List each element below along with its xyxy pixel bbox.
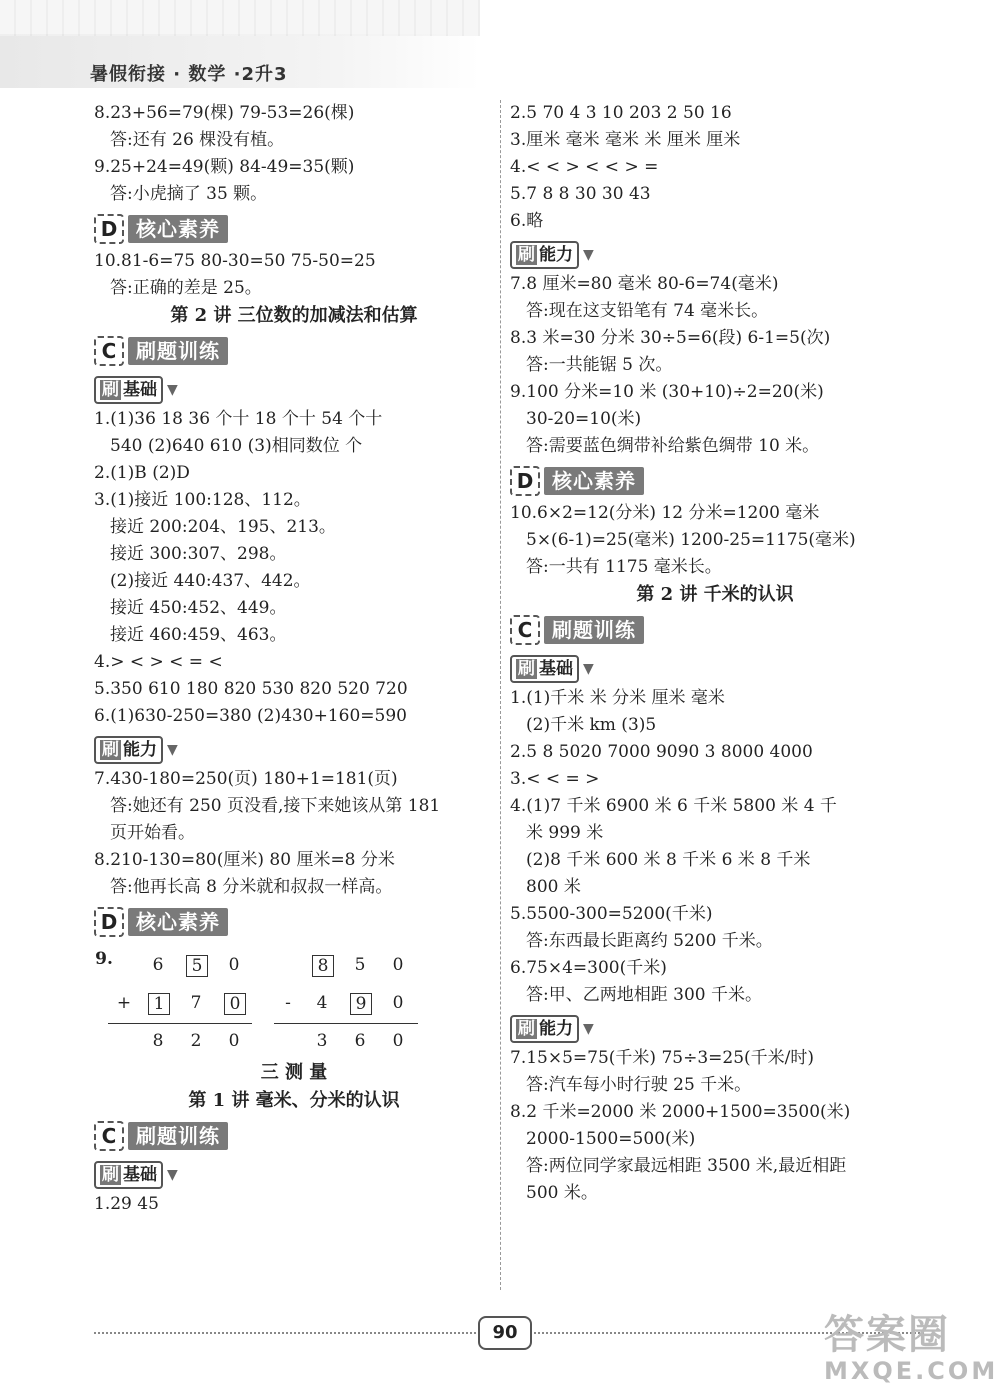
section-label: 核心素养	[544, 467, 644, 495]
answer-line: (2)千米 km (3)5	[526, 715, 657, 735]
digit-box: 5	[186, 955, 208, 977]
answer-line: 答:一共能锯 5 次。	[526, 355, 673, 375]
answer-line: 8.23+56=79(棵) 79-53=26(棵)	[94, 103, 355, 123]
section-practice	[94, 336, 228, 366]
answer-line: 9.25+24=49(颗) 84-49=35(颗)	[94, 157, 355, 177]
answer-line: 7.8 厘米=80 毫米 80-6=74(毫米)	[510, 274, 779, 294]
answer-line: 800 米	[526, 877, 581, 897]
answer-line: 9.100 分米=10 米 (30+10)÷2=20(米)	[510, 382, 824, 402]
header-title: 暑假衔接 · 数学 ·2升3	[90, 64, 288, 85]
section-label: 刷题训练	[128, 1122, 228, 1150]
digit: 5	[354, 955, 366, 975]
section-label: 核心素养	[128, 215, 228, 243]
right-column	[510, 100, 920, 1207]
subsection-label: 刷 能力	[94, 736, 163, 764]
digit: 6	[354, 1031, 366, 1051]
answer-line: 5.5500-300=5200(千米)	[510, 904, 713, 924]
answer-line: 3.< < = >	[510, 769, 600, 789]
section-practice	[510, 615, 644, 645]
lesson-title: 第 1 讲 毫米、分米的认识	[188, 1090, 400, 1111]
digit: 2	[190, 1031, 202, 1051]
subsection-ability	[510, 241, 594, 269]
plus-sign: +	[116, 993, 132, 1013]
digit-box: 1	[148, 993, 170, 1015]
subsection-label: 刷 基础	[94, 376, 163, 404]
answer-line: 接近 450:452、449。	[110, 598, 287, 618]
answer-line: 3.厘米 毫米 毫米 米 厘米 厘米	[510, 130, 741, 150]
triangle-down-icon: ▼	[167, 382, 178, 398]
triangle-down-icon: ▼	[167, 1167, 178, 1183]
header-decoration	[0, 0, 480, 36]
section-letter: D	[94, 907, 124, 937]
answer-line: 接近 300:307、298。	[110, 544, 287, 564]
section-core-literacy	[94, 907, 228, 937]
answer-line: 7.15×5=75(千米) 75÷3=25(千米/时)	[510, 1048, 815, 1068]
digit-box: 9	[350, 993, 372, 1015]
minus-sign: -	[285, 993, 291, 1013]
section-letter: D	[94, 214, 124, 244]
digit-box: 8	[312, 955, 334, 977]
answer-line: 答:甲、乙两地相距 300 千米。	[526, 985, 762, 1005]
answer-line: (2)8 千米 600 米 8 千米 6 米 8 千米	[526, 850, 811, 870]
section-practice	[94, 1121, 228, 1151]
answer-line: 2.5 70 4 3 10 203 2 50 16	[510, 103, 732, 123]
unit-title: 三 测 量	[260, 1062, 328, 1083]
subsection-ability	[94, 736, 178, 764]
answer-line: 答:现在这支铅笔有 74 毫米长。	[526, 301, 769, 321]
answer-line: 5.350 610 180 820 530 820 520 720	[94, 679, 408, 699]
difference-line	[274, 1023, 418, 1024]
digit-box: 0	[224, 993, 246, 1015]
answer-line: 页开始看。	[110, 823, 195, 843]
subsection-ability	[510, 1015, 594, 1043]
answer-line: 2000-1500=500(米)	[526, 1129, 696, 1149]
answer-line: 6.75×4=300(千米)	[510, 958, 667, 978]
answer-line: 7.430-180=250(页) 180+1=181(页)	[94, 769, 398, 789]
vertical-arithmetic	[94, 945, 494, 1055]
answer-line: 8.3 米=30 分米 30÷5=6(段) 6-1=5(次)	[510, 328, 831, 348]
answer-line: 1.(1)千米 米 分米 厘米 毫米	[510, 688, 725, 708]
subsection-label: 刷 能力	[510, 1015, 579, 1043]
section-label: 核心素养	[128, 908, 228, 936]
answer-line: 4.(1)7 千米 6900 米 6 千米 5800 米 4 千	[510, 796, 837, 816]
watermark-logo: 答案圈 MXQE.COM	[824, 1312, 999, 1385]
digit: 6	[152, 955, 164, 975]
answer-line: 接近 200:204、195、213。	[110, 517, 336, 537]
page-number: 90	[478, 1316, 532, 1350]
answer-line: 8.2 千米=2000 米 2000+1500=3500(米)	[510, 1102, 851, 1122]
section-label: 刷题训练	[128, 337, 228, 365]
left-column	[94, 100, 494, 1218]
digit: 0	[392, 1031, 404, 1051]
section-label: 刷题训练	[544, 616, 644, 644]
digit: 0	[392, 993, 404, 1013]
triangle-down-icon: ▼	[583, 1021, 594, 1037]
answer-line: 10.81-6=75 80-30=50 75-50=25	[94, 251, 376, 271]
section-letter: C	[94, 1121, 124, 1151]
digit: 0	[228, 955, 240, 975]
digit: 4	[316, 993, 328, 1013]
digit: 3	[316, 1031, 328, 1051]
lesson-title: 第 2 讲 千米的认识	[636, 584, 794, 605]
column-divider	[500, 100, 501, 1290]
subsection-label: 刷 基础	[94, 1161, 163, 1189]
answer-line: 米 999 米	[526, 823, 604, 843]
triangle-down-icon: ▼	[167, 742, 178, 758]
lesson-title: 第 2 讲 三位数的加减法和估算	[170, 305, 418, 326]
answer-line: 540 (2)640 610 (3)相同数位 个	[110, 436, 363, 456]
digit: 0	[392, 955, 404, 975]
answer-line: (2)接近 440:437、442。	[110, 571, 311, 591]
answer-line: 8.210-130=80(厘米) 80 厘米=8 分米	[94, 850, 395, 870]
triangle-down-icon: ▼	[583, 247, 594, 263]
sum-line	[108, 1023, 252, 1024]
answer-line: 6.(1)630-250=380 (2)430+160=590	[94, 706, 407, 726]
section-core-literacy	[94, 214, 228, 244]
answer-line: 6.略	[510, 211, 544, 231]
subsection-label: 刷 能力	[510, 241, 579, 269]
section-letter: D	[510, 466, 540, 496]
answer-line: 2.5 8 5020 7000 9090 3 8000 4000	[510, 742, 813, 762]
triangle-down-icon: ▼	[583, 661, 594, 677]
answer-line: 2.(1)B (2)D	[94, 463, 190, 483]
section-letter: C	[510, 615, 540, 645]
answer-line: 答:一共有 1175 毫米长。	[526, 557, 722, 577]
answer-line: 答:他再长高 8 分米就和叔叔一样高。	[110, 877, 393, 897]
section-core-literacy	[510, 466, 644, 496]
answer-line: 1.(1)36 18 36 个十 18 个十 54 个十	[94, 409, 383, 429]
answer-line: 4.< < > < < > =	[510, 157, 659, 177]
answer-line: 答:她还有 250 页没看,接下来她该从第 181	[110, 796, 441, 816]
answer-line: 答:小虎摘了 35 颗。	[110, 184, 268, 204]
answer-line: 5×(6-1)=25(毫米) 1200-25=1175(毫米)	[526, 530, 856, 550]
answer-line: 10.6×2=12(分米) 12 分米=1200 毫米	[510, 503, 820, 523]
subsection-basic	[94, 376, 178, 404]
subsection-basic	[94, 1161, 178, 1189]
digit: 8	[152, 1031, 164, 1051]
answer-line: 500 米。	[526, 1183, 598, 1203]
answer-line: 5.7 8 8 30 30 43	[510, 184, 651, 204]
section-letter: C	[94, 336, 124, 366]
answer-line: 答:还有 26 棵没有植。	[110, 130, 285, 150]
answer-line: 接近 460:459、463。	[110, 625, 287, 645]
subsection-label: 刷 基础	[510, 655, 579, 683]
answer-line: 1.29 45	[94, 1194, 159, 1214]
answer-line: 答:东西最长距离约 5200 千米。	[526, 931, 773, 951]
answer-line: 答:汽车每小时行驶 25 千米。	[526, 1075, 752, 1095]
digit: 7	[190, 993, 202, 1013]
answer-line: 3.(1)接近 100:128、112。	[94, 490, 311, 510]
digit: 0	[228, 1031, 240, 1051]
question-number: 9.	[95, 949, 113, 969]
subsection-basic	[510, 655, 594, 683]
answer-line: 30-20=10(米)	[526, 409, 642, 429]
answer-line: 答:需要蓝色绸带补给紫色绸带 10 米。	[526, 436, 820, 456]
answer-line: 答:两位同学家最远相距 3500 米,最近相距	[526, 1156, 847, 1176]
answer-line: 4.> < > < = <	[94, 652, 223, 672]
answer-line: 答:正确的差是 25。	[110, 278, 262, 298]
